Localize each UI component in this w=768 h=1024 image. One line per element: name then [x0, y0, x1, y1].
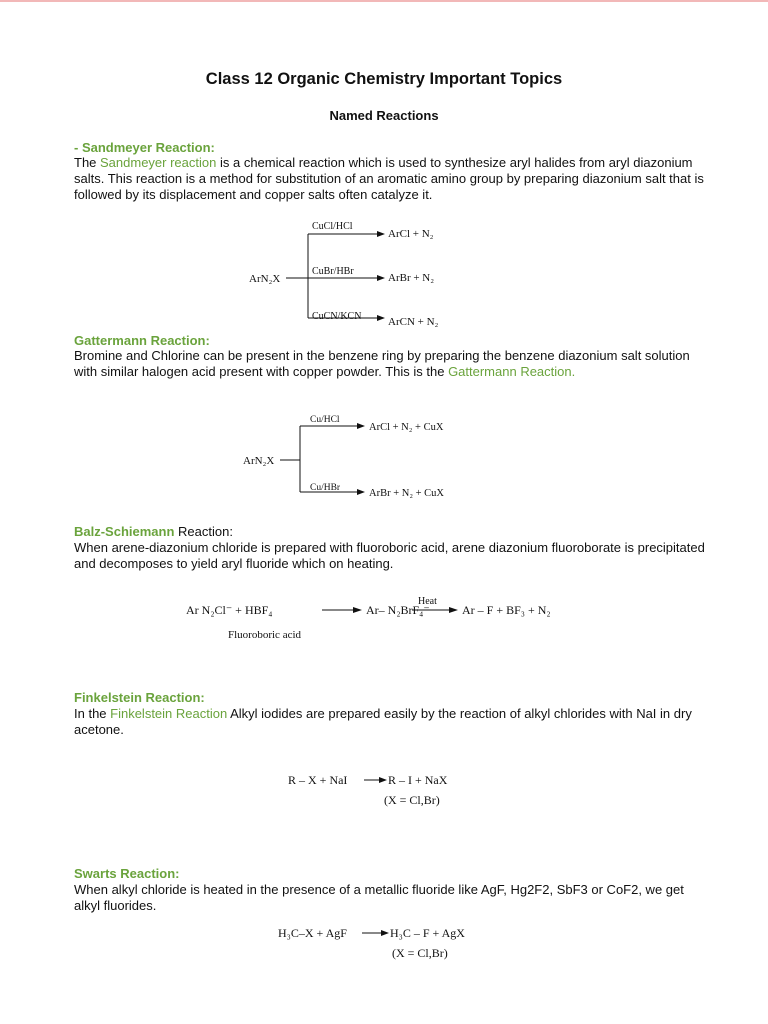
gattermann-reagent-2: Cu/HBr: [310, 483, 341, 493]
swarts-lhs: H₃C–X + AgF: [278, 926, 347, 940]
sandmeyer-reagent-1: CuCl/HCl: [312, 221, 353, 232]
gattermann-product-1: ArCl + N₂ + CuX: [369, 422, 444, 433]
finkelstein-paragraph: [74, 706, 704, 738]
gattermann-heading: Gattermann Reaction:: [74, 333, 210, 348]
finkelstein-text-pre: In the: [74, 706, 111, 721]
sandmeyer-product-1: ArCl + N₂: [388, 228, 434, 240]
sandmeyer-reagent-2: CuBr/HBr: [312, 266, 354, 277]
balz-below-label: Fluoroboric acid: [228, 629, 302, 641]
sandmeyer-heading: - Sandmeyer Reaction:: [74, 140, 215, 155]
sandmeyer-product-3: ArCN + N₂: [388, 316, 439, 328]
swarts-heading: Swarts Reaction:: [74, 866, 180, 881]
gattermann-reagent-1: Cu/HCl: [310, 415, 340, 425]
sandmeyer-diagram: [240, 212, 470, 332]
finkelstein-text-post: Alkyl iodides are prepared easily by the reaction of alkyl chlorides with NaI in dry acetone.: [74, 706, 692, 737]
gattermann-reactant: ArN₂X: [243, 455, 275, 467]
sandmeyer-text-post: is a chemical reaction which is used to synthesize aryl halides from aryl diazonium salts. This reaction is a method for substitution of an aromatic amino group by preparing diazonium salt that is followed by its displacement and copper salts often catalyze it.: [74, 155, 704, 202]
swarts-paragraph: When alkyl chloride is heated in the presence of a metallic fluoride like AgF, Hg2F2, SbF3 or CoF2, we get alkyl fluorides.: [74, 882, 684, 913]
swarts-rhs: H₃C – F + AgX: [390, 926, 465, 940]
balz-lhs: Ar N₂Cl⁻ + HBF₄: [186, 603, 273, 617]
finkelstein-equation: [284, 768, 484, 812]
gattermann-link[interactable]: Gattermann Reaction.: [448, 364, 576, 379]
balz-arrow-label: Heat: [418, 596, 437, 607]
finkelstein-heading: Finkelstein Reaction:: [74, 690, 205, 705]
gattermann-text-pre: Bromine and Chlorine can be present in the benzene ring by preparing the benzene diazonium salt solution with similar halogen acid present with copper powder. This is the: [74, 348, 690, 379]
gattermann-paragraph: [74, 348, 704, 380]
top-border-line: [0, 0, 768, 2]
balz-rhs: Ar – F + BF₃ + N₂: [462, 603, 551, 617]
finkelstein-lhs: R – X + NaI: [288, 773, 348, 787]
sandmeyer-paragraph: [74, 155, 704, 203]
balz-heading-green: Balz-Schiemann: [74, 524, 175, 539]
page-title: Class 12 Organic Chemistry Important Topics: [205, 70, 563, 88]
balz-heading-rest: Reaction:: [174, 524, 233, 539]
finkelstein-condition: (X = Cl,Br): [384, 793, 440, 807]
sandmeyer-product-2: ArBr + N₂: [388, 272, 435, 284]
sandmeyer-link[interactable]: Sandmeyer reaction: [100, 155, 217, 170]
balz-paragraph: When arene-diazonium chloride is prepared with fluoroboric acid, arene diazonium fluoroborate is precipitated and decomposes to yield aryl fluoride which on heating.: [74, 540, 705, 571]
sandmeyer-text-pre: The: [74, 155, 101, 170]
sandmeyer-reactant: ArN₂X: [249, 273, 281, 285]
page-subtitle: Named Reactions: [329, 108, 439, 123]
swarts-condition: (X = Cl,Br): [392, 946, 448, 960]
gattermann-diagram: [240, 410, 470, 505]
swarts-equation: [274, 920, 504, 966]
balz-equation: [180, 590, 600, 650]
balz-heading: [74, 524, 233, 539]
finkelstein-rhs: R – I + NaX: [388, 773, 448, 787]
sandmeyer-reagent-3: CuCN/KCN: [312, 311, 362, 322]
finkelstein-link[interactable]: Finkelstein Reaction: [110, 706, 228, 721]
gattermann-product-2: ArBr + N₂ + CuX: [369, 488, 445, 499]
balz-middle: Ar– N₂BrF₄⁻: [366, 603, 430, 617]
